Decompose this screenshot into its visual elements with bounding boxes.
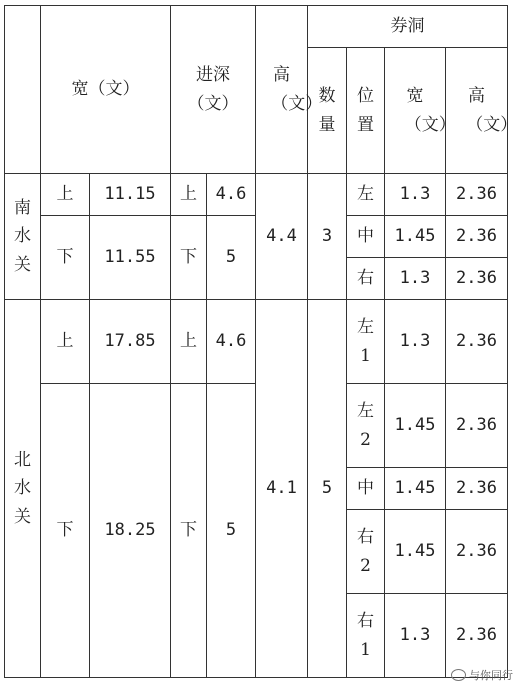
north-arch-height: 2.36 [446,384,508,468]
south-height: 4.4 [256,174,308,300]
north-arch-position: 右1 [347,594,385,678]
header-height: 高（文） [256,6,308,174]
south-arch-position: 右 [347,258,385,300]
north-arch-height: 2.36 [446,468,508,510]
south-lower-label: 下 [41,216,90,300]
north-arch-position: 左2 [347,384,385,468]
watermark-text: 与你同行 [469,669,513,682]
south-gate-name: 南水关 [5,174,41,300]
south-arch-width: 1.45 [385,216,446,258]
north-arch-width: 1.45 [385,468,446,510]
south-arch-height: 2.36 [446,258,508,300]
south-upper-depth: 4.6 [207,174,256,216]
north-upper-label: 上 [41,300,90,384]
north-arch-width: 1.3 [385,300,446,384]
south-lower-depth-label: 下 [171,216,207,300]
south-arch-width: 1.3 [385,174,446,216]
north-arch-position: 中 [347,468,385,510]
header-arch-height: 高（文） [446,48,508,174]
south-arch-position: 中 [347,216,385,258]
north-arch-width: 1.45 [385,384,446,468]
south-arch-count: 3 [308,174,347,300]
north-lower-depth: 5 [207,384,256,678]
corner-cell [5,6,41,174]
north-lower-width: 18.25 [90,384,171,678]
north-upper-depth-label: 上 [171,300,207,384]
header-arch-count: 数量 [308,48,347,174]
header-arch-width: 宽（文） [385,48,446,174]
south-arch-height: 2.36 [446,174,508,216]
south-upper-width: 11.15 [90,174,171,216]
north-arch-height: 2.36 [446,594,508,678]
south-upper-depth-label: 上 [171,174,207,216]
north-arch-height: 2.36 [446,300,508,384]
south-lower-depth: 5 [207,216,256,300]
south-upper-label: 上 [41,174,90,216]
south-arch-width: 1.3 [385,258,446,300]
north-arch-position: 右2 [347,510,385,594]
water-gate-table [4,5,518,678]
header-arch-position: 位置 [347,48,385,174]
wechat-icon [451,669,466,681]
south-lower-width: 11.55 [90,216,171,300]
north-lower-depth-label: 下 [171,384,207,678]
header-depth: 进深（文） [171,6,256,174]
header-width: 宽（文） [41,6,171,174]
north-arch-width: 1.45 [385,510,446,594]
north-height: 4.1 [256,300,308,678]
north-arch-count: 5 [308,300,347,678]
north-upper-width: 17.85 [90,300,171,384]
north-arch-position: 左1 [347,300,385,384]
south-arch-height: 2.36 [446,216,508,258]
watermark [451,667,513,683]
south-arch-position: 左 [347,174,385,216]
north-arch-height: 2.36 [446,510,508,594]
north-upper-depth: 4.6 [207,300,256,384]
north-lower-label: 下 [41,384,90,678]
header-arch-group: 券洞 [308,6,508,48]
north-arch-width: 1.3 [385,594,446,678]
north-gate-name: 北水关 [5,300,41,678]
